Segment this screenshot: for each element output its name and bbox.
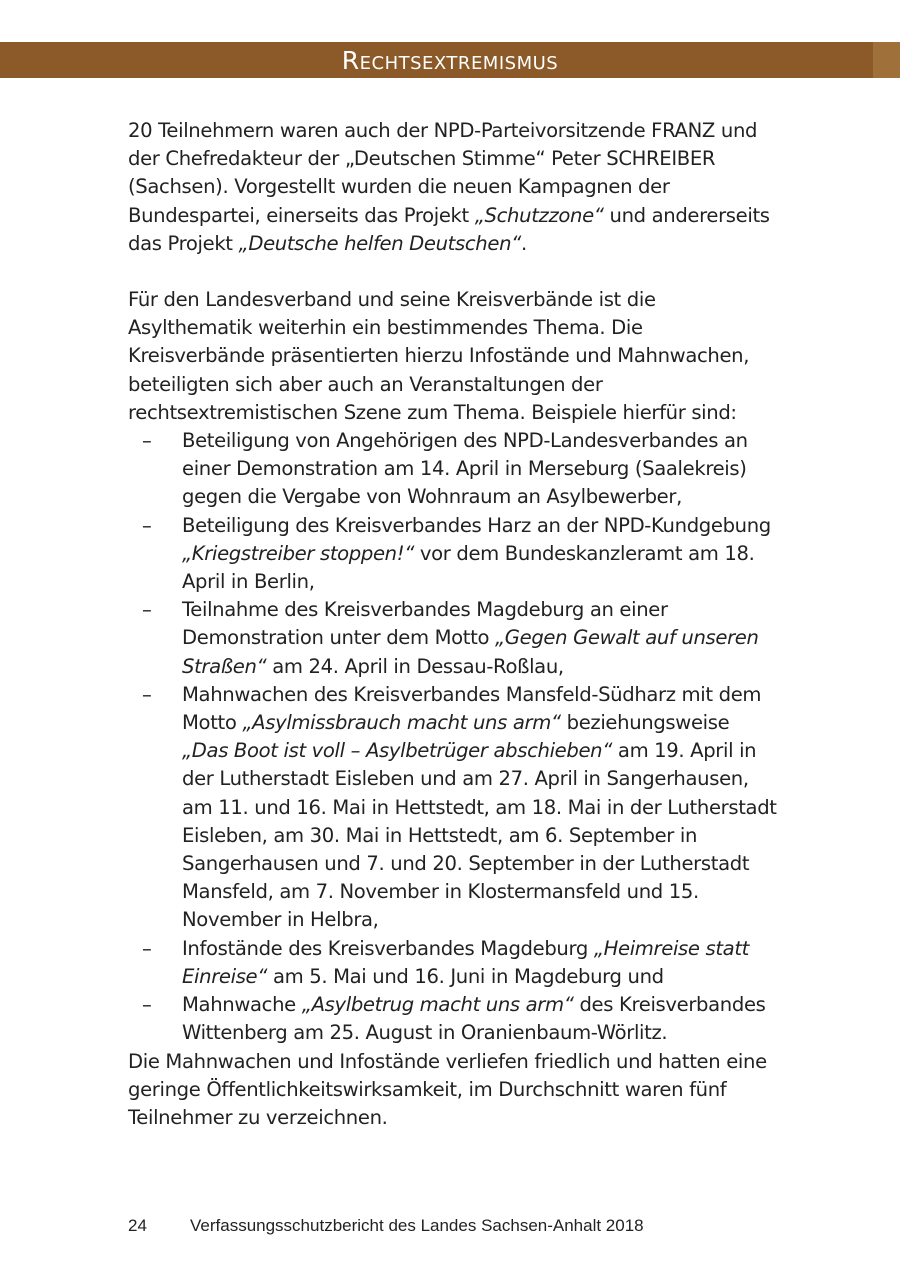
list-item: – Teilnahme des Kreisverbandes Magdeburg an einer Demonstration unter dem Motto „Gegen Gewalt auf unseren Straßen“ am 24. April in Dessau-Roßlau, bbox=[142, 598, 759, 678]
bullet-dash: – bbox=[142, 936, 152, 960]
page-number: 24 bbox=[128, 1216, 147, 1235]
bullet-dash: – bbox=[142, 429, 152, 453]
page-body bbox=[128, 117, 778, 1132]
bullet-dash: – bbox=[142, 513, 152, 537]
list-item: – Mahnwachen des Kreisverbandes Mansfeld-Südharz mit dem Motto „Asylmissbrauch macht uns arm“ beziehungsweise „Das Boot ist voll – Asylbetrüger abschieben“ am 19. April in der Lutherstadt Eisleben und am 27. April in Sangerhausen, am 11. und 16. Mai in Hettstedt, am 18. Mai in der Lutherstadt Eisleben, am 30. Mai in Hettstedt, am 6. September in Sangerhausen und 7. und 20. September in der Lutherstadt Mansfeld, am 7. November in Klostermansfeld und 15. November in Helbra, bbox=[142, 682, 777, 932]
paragraph-1: 20 Teilnehmern waren auch der NPD-Parteivorsitzende FRANZ und der Chefredakteur der „Deutschen Stimme“ Peter SCHREIBER (Sachsen). Vorgestellt wurden die neuen Kampagnen der Bundespartei, einerseits das Projekt „Schutzzone“ und andererseits das Projekt „Deutsche helfen Deutschen“. bbox=[128, 119, 770, 255]
bullet-dash: – bbox=[142, 598, 152, 622]
list-item: – Infostände des Kreisverbandes Magdeburg „Heimreise statt Einreise“ am 5. Mai und 16. Juni in Magdeburg und bbox=[142, 936, 749, 988]
list-item: – Mahnwache „Asylbetrug macht uns arm“ des Kreisverbandes Wittenberg am 25. August in Oranienbaum-Wörlitz. bbox=[142, 993, 766, 1045]
list-item: – Beteiligung von Angehörigen des NPD-Landesverbandes an einer Demonstration am 14. April in Merseburg (Saalekreis) gegen die Vergabe von Wohnraum an Asylbewerber, bbox=[142, 429, 748, 509]
example-list bbox=[128, 427, 778, 1047]
publication-title: Verfassungsschutzbericht des Landes Sachsen-Anhalt 2018 bbox=[190, 1216, 644, 1235]
section-title: Rechtsextremismus bbox=[341, 46, 559, 75]
section-header-band bbox=[0, 42, 900, 78]
bullet-dash: – bbox=[142, 993, 152, 1017]
page-footer bbox=[128, 1216, 644, 1236]
list-item: – Beteiligung des Kreisverbandes Harz an der NPD-Kundgebung „Kriegstreiber stoppen!“ vor dem Bundeskanzleramt am 18. April in Berlin, bbox=[142, 513, 771, 594]
bullet-dash: – bbox=[142, 682, 152, 706]
paragraph-3: Die Mahnwachen und Infostände verliefen friedlich und hatten eine geringe Öffentlichkeitswirksamkeit, im Durchschnitt waren fünf Teilnehmer zu verzeichnen. bbox=[128, 1049, 767, 1129]
paragraph-2: Für den Landesverband und seine Kreisverbände ist die Asylthematik weiterhin ein bestimmendes Thema. Die Kreisverbände präsentierten hierzu Infostände und Mahnwachen, beteiligten sich aber auch an Veranstaltungen der rechtsextremistischen Szene zum Thema. Beispiele hierfür sind: bbox=[128, 288, 750, 424]
